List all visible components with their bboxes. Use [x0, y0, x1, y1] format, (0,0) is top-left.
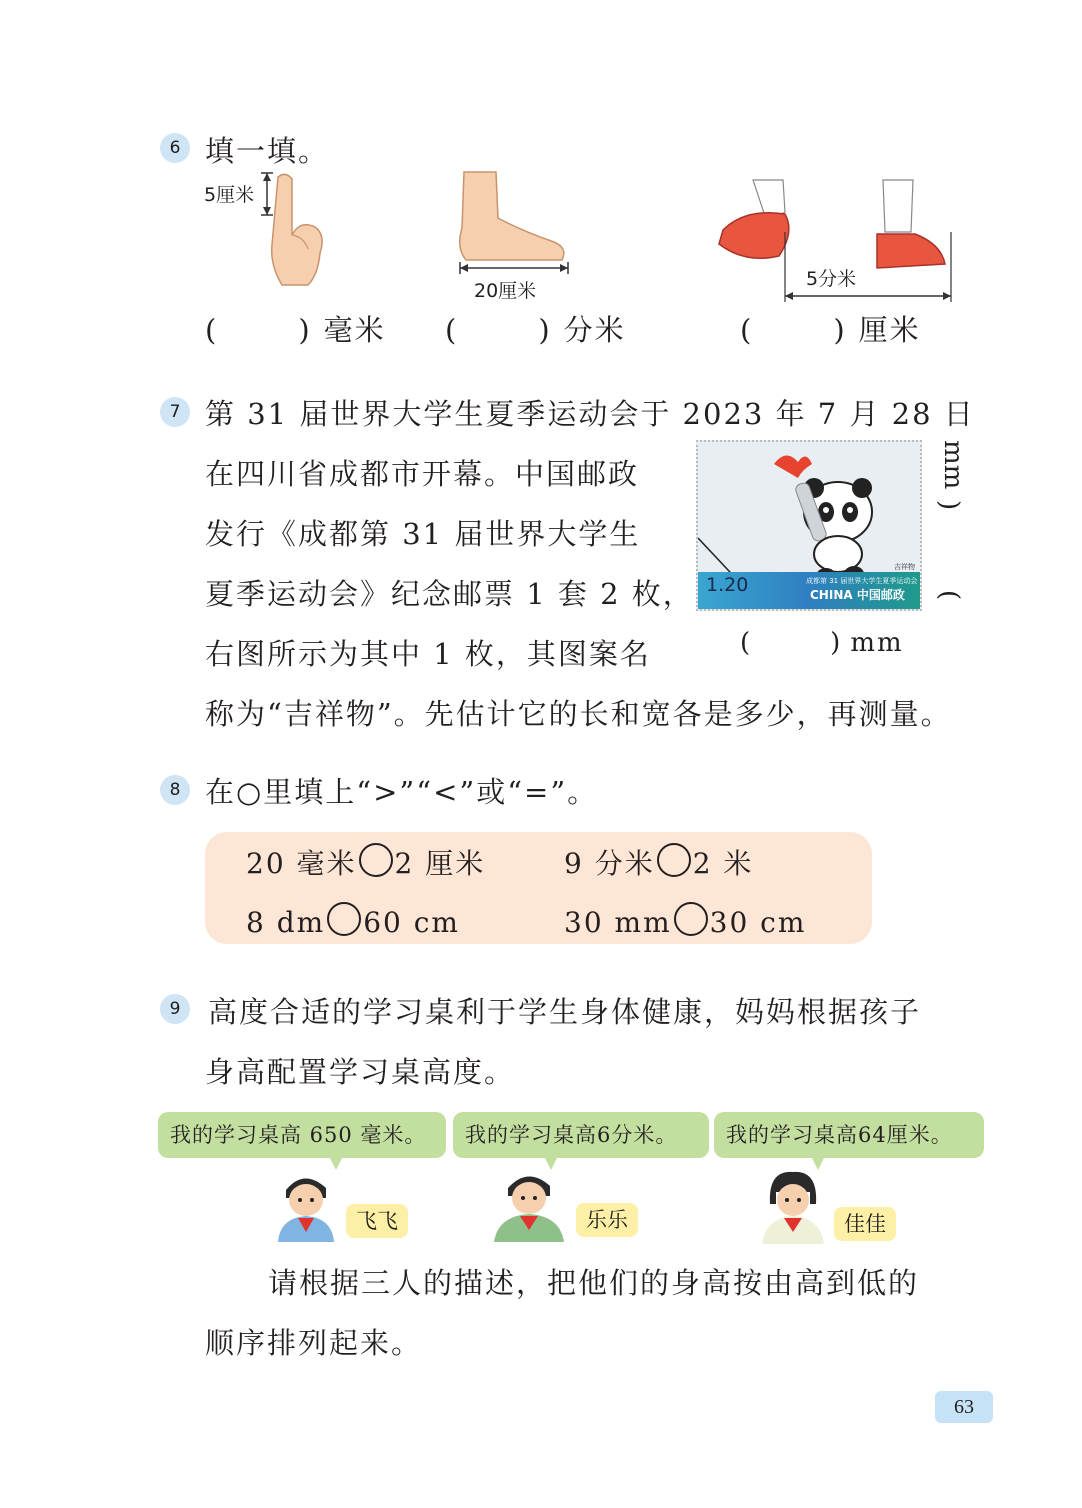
question-number-badge: 8	[160, 775, 190, 805]
question-9-prompt-line-2: 顺序排列起来。	[205, 1326, 423, 1360]
stamp-country: CHINA 中国邮政	[810, 588, 905, 602]
blank-2[interactable]	[445, 308, 626, 349]
stamp-caption: 吉祥物	[894, 563, 915, 571]
left-quantity: 8 dm	[246, 906, 326, 939]
blank-1[interactable]	[205, 308, 386, 349]
hand-length-label: 5厘米	[204, 184, 255, 206]
foot-length-label: 20厘米	[474, 280, 537, 302]
question-9-line-1: 高度合适的学习桌利于学生身体健康，妈妈根据孩子	[208, 995, 922, 1029]
answer-circle[interactable]	[327, 902, 361, 936]
open-paren: (	[934, 590, 964, 601]
right-quantity: 2 厘米	[394, 847, 486, 880]
stamp-event: 成都第 31 届世界大学生夏季运动会	[806, 577, 918, 585]
answer-circle[interactable]	[674, 902, 708, 936]
right-quantity: 2 米	[692, 847, 754, 880]
name-tag-lele: 乐乐	[576, 1203, 638, 1237]
question-number-badge: 6	[160, 133, 190, 163]
speech-bubble	[714, 1112, 984, 1158]
girl-jiajia-avatar	[758, 1170, 828, 1244]
mascot-stamp	[696, 440, 922, 611]
question-8-title: 在○里填上“>”“<”或“=”。	[205, 775, 599, 809]
open-paren: (	[445, 313, 459, 347]
speech-bubble	[158, 1112, 446, 1158]
close-paren: )	[830, 628, 843, 658]
unit-label: 厘米	[858, 313, 921, 347]
question-6-title: 填一填。	[205, 134, 330, 168]
right-quantity: 60 cm	[363, 906, 460, 939]
question-7-line-5: 右图所示为其中 1 枚，其图案名	[205, 637, 651, 671]
close-paren: )	[538, 313, 552, 347]
unit-label: mm	[938, 440, 968, 490]
comparison-item	[564, 902, 806, 939]
speech-text: 我的学习桌高6分米。	[465, 1123, 678, 1147]
question-7-line-4: 夏季运动会》纪念邮票 1 套 2 枚，	[205, 577, 694, 611]
speech-text: 我的学习桌高64厘米。	[726, 1123, 953, 1147]
stamp-value: 1.20	[706, 574, 749, 596]
answer-circle[interactable]	[657, 843, 691, 877]
comparison-item	[246, 842, 485, 882]
unit-label: 毫米	[323, 313, 386, 347]
step-length-label: 5分米	[806, 268, 857, 290]
blank-3[interactable]	[740, 308, 921, 349]
bubble-tail	[330, 1158, 342, 1170]
open-paren: (	[205, 313, 219, 347]
comparison-item	[564, 842, 753, 882]
speech-text: 我的学习桌高 650 毫米。	[170, 1123, 427, 1147]
question-7-line-6: 称为“吉祥物”。先估计它的长和宽各是多少，再测量。	[205, 697, 952, 731]
stamp-height-blank[interactable]	[934, 440, 974, 610]
answer-circle[interactable]	[359, 843, 393, 877]
right-quantity: 30 cm	[709, 906, 807, 939]
stamp-width-blank[interactable]	[740, 628, 904, 658]
comparison-item	[246, 902, 460, 939]
left-quantity: 30 mm	[564, 906, 672, 939]
close-paren: )	[298, 313, 312, 347]
question-number-badge: 9	[160, 994, 190, 1024]
bubble-tail	[812, 1158, 824, 1170]
name-tag-jiajia: 佳佳	[834, 1207, 896, 1241]
question-9-prompt-line-1: 请根据三人的描述，把他们的身高按由高到低的	[268, 1266, 920, 1300]
question-7-line-1: 第 31 届世界大学生夏季运动会于 2023 年 7 月 28 日	[205, 397, 975, 431]
question-9-line-2: 身高配置学习桌高度。	[205, 1055, 516, 1089]
question-number-badge: 7	[160, 397, 190, 427]
boy-lele-avatar	[490, 1168, 570, 1242]
question-7-line-3: 发行《成都第 31 届世界大学生	[205, 517, 641, 551]
left-quantity: 9 分米	[564, 847, 655, 880]
close-paren: )	[934, 500, 964, 511]
left-quantity: 20 毫米	[246, 847, 357, 880]
open-paren: (	[740, 628, 753, 658]
question-7-line-2: 在四川省成都市开幕。中国邮政	[205, 457, 640, 491]
page-number: 63	[935, 1391, 993, 1423]
name-tag-feifei: 飞飞	[346, 1204, 408, 1238]
speech-bubble	[453, 1112, 709, 1158]
unit-label: mm	[850, 628, 904, 658]
boy-feifei-avatar	[272, 1170, 342, 1242]
open-paren: (	[740, 313, 754, 347]
unit-label: 分米	[563, 313, 626, 347]
close-paren: )	[833, 313, 847, 347]
